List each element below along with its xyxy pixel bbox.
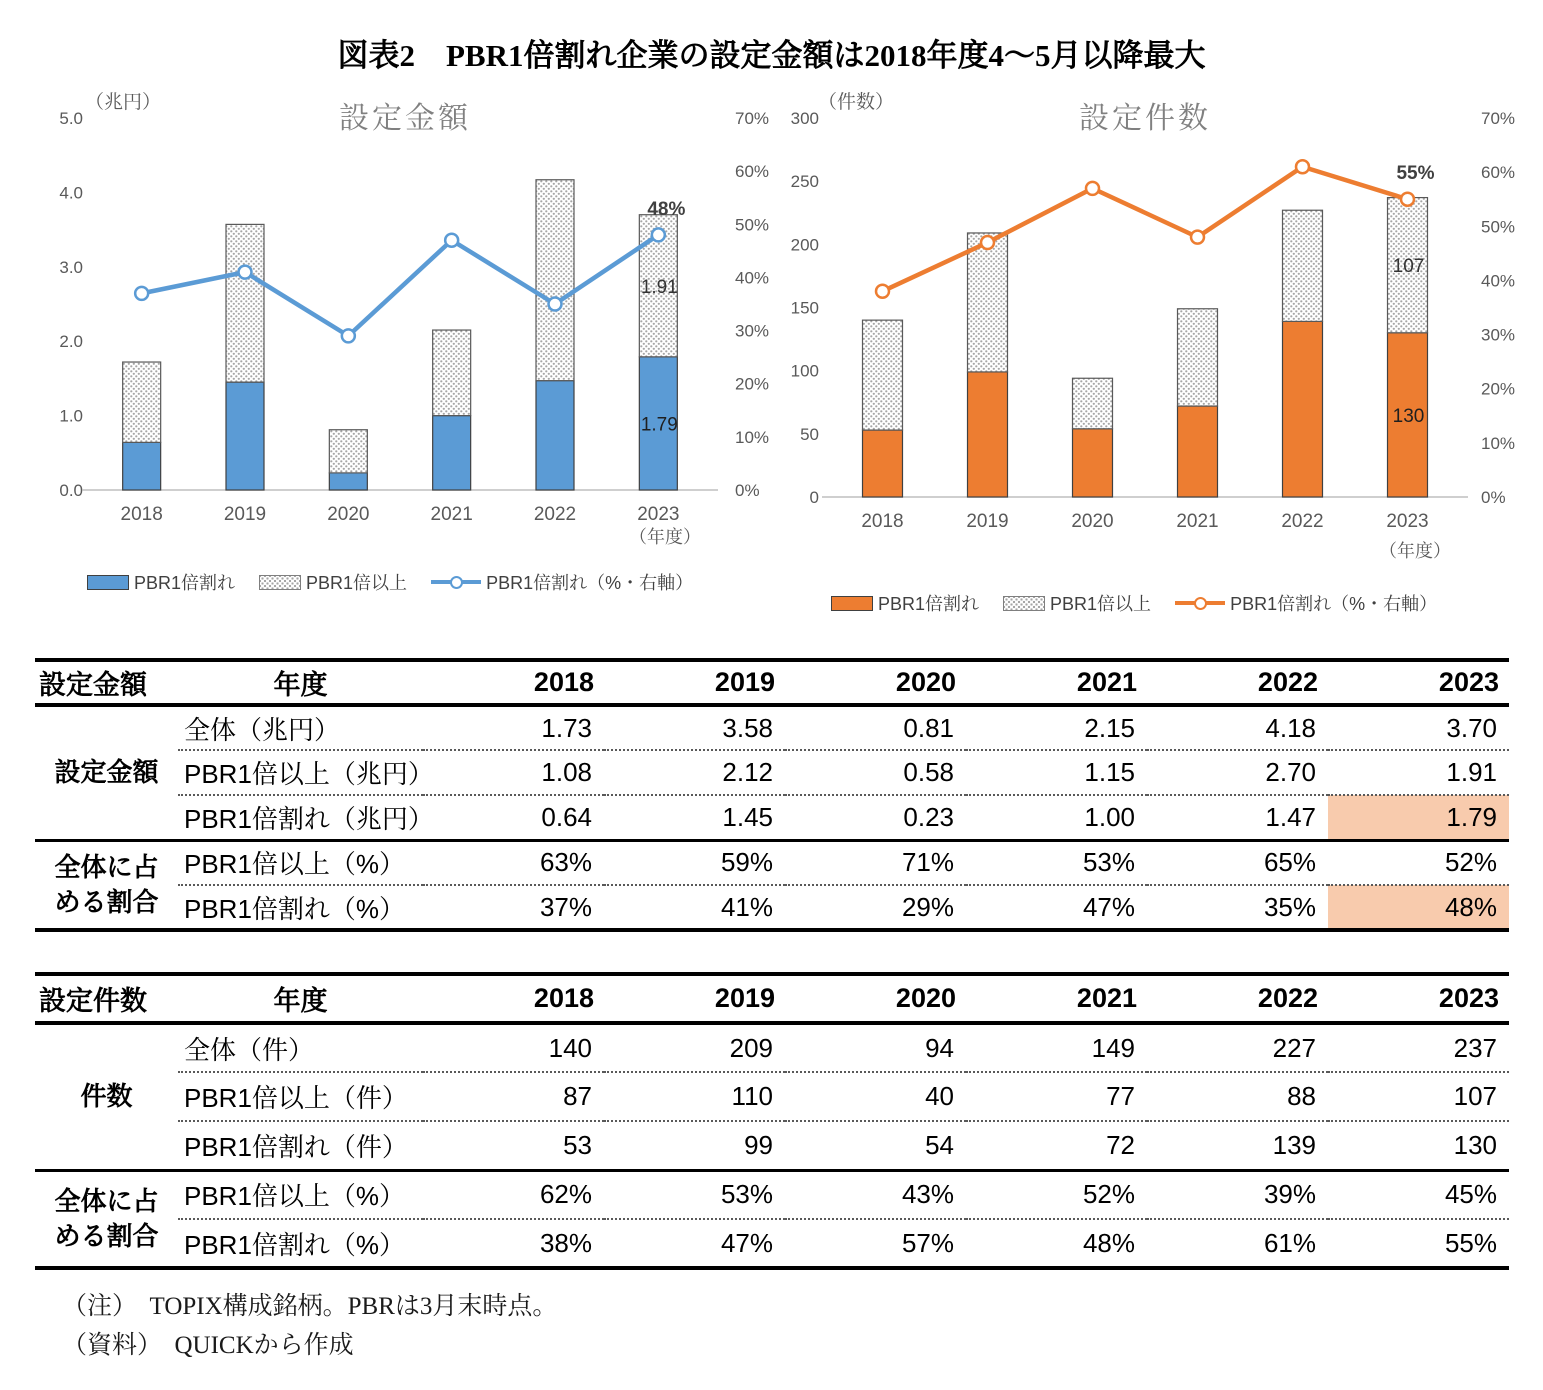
- right-axis-tick: 60%: [1481, 163, 1516, 183]
- count-table: [35, 972, 1509, 1270]
- left-axis-tick: 100: [790, 361, 819, 381]
- amount-legend: [87, 569, 693, 595]
- value-cell: 227: [1147, 1023, 1328, 1072]
- chart-count-title: 設定件数: [1079, 102, 1211, 135]
- line-marker: [342, 329, 355, 342]
- left-axis-tick: 1.0: [59, 406, 83, 426]
- right-axis-tick: 20%: [1481, 379, 1516, 399]
- legend-pattern-swatch-icon: [1003, 596, 1045, 611]
- value-cell: 77: [966, 1072, 1147, 1121]
- row-label: PBR1倍以上（兆円）: [178, 750, 423, 795]
- table-row: [35, 750, 1509, 795]
- row-label: 全体（兆円）: [178, 705, 423, 750]
- year-header: 2021: [966, 974, 1147, 1023]
- legend-marker: [450, 576, 463, 589]
- legend-item: [1003, 590, 1151, 616]
- amount-plot-svg: [35, 85, 775, 555]
- bar-segment-above-pbr1: [863, 320, 903, 430]
- value-cell: 62%: [423, 1170, 604, 1219]
- bar-segment-below-pbr1: [226, 382, 264, 490]
- value-cell: 87: [423, 1072, 604, 1121]
- row-group-label: 件数: [80, 1081, 133, 1112]
- x-tick-label: 2020: [1071, 511, 1114, 532]
- right-axis-tick: 30%: [1481, 325, 1516, 345]
- value-cell: 0.64: [541, 801, 592, 832]
- value-cell: 0.23: [903, 801, 954, 832]
- table-row: [35, 1023, 1509, 1072]
- legend-label: PBR1倍割れ（%・右軸）: [1230, 594, 1438, 614]
- row-label: PBR1倍割れ（件）: [184, 1131, 408, 1162]
- value-cell: 99: [744, 1129, 773, 1160]
- bar-segment-below-pbr1: [1283, 321, 1323, 497]
- value-cell: 1.00: [1084, 801, 1135, 832]
- table-corner-label: 設定件数: [35, 974, 178, 1023]
- line-end-label: 48%: [647, 198, 686, 220]
- row-label: 全体（件）: [178, 1023, 423, 1072]
- right-axis-tick: 10%: [735, 427, 770, 447]
- value-cell: 0.81: [785, 705, 966, 750]
- table-row: [35, 1219, 1509, 1268]
- right-axis-tick: 50%: [735, 215, 770, 235]
- left-axis-tick: 50: [800, 424, 819, 444]
- bar-segment-below-pbr1: [863, 430, 903, 497]
- value-cell: 35%: [1263, 891, 1316, 922]
- value-cell: 130: [1453, 1129, 1497, 1160]
- value-cell: 63%: [423, 840, 604, 885]
- bar-segment-above-pbr1: [1073, 378, 1113, 429]
- line-marker: [1191, 231, 1204, 244]
- left-axis-tick: 3.0: [59, 257, 83, 277]
- x-tick-label: 2022: [1281, 511, 1324, 532]
- bar-segment-above-pbr1: [1178, 309, 1218, 406]
- row-label: PBR1倍以上（%）: [178, 840, 423, 885]
- left-axis-tick: 300: [790, 109, 819, 128]
- value-cell: 48%: [1328, 885, 1509, 930]
- bar-segment-above-pbr1: [536, 180, 574, 381]
- value-cell: 107: [1328, 1072, 1509, 1121]
- note-line: （注） TOPIX構成銘柄。PBRは3月末時点。: [62, 1293, 558, 1320]
- value-cell: 1.45: [722, 801, 773, 832]
- table-row: [35, 705, 1509, 750]
- value-cell: 43%: [785, 1170, 966, 1219]
- value-cell: 2.70: [1147, 750, 1328, 795]
- right-axis-tick: 70%: [1481, 109, 1516, 128]
- x-tick-label: 2021: [1176, 511, 1219, 532]
- value-cell: 3.58: [604, 705, 785, 750]
- line-marker: [239, 266, 252, 279]
- line-end-label: 55%: [1396, 163, 1435, 185]
- percent-line: [135, 228, 665, 342]
- bar-segment-below-pbr1: [536, 381, 574, 490]
- line-marker: [981, 236, 994, 249]
- upper-segment-label: 107: [1392, 256, 1425, 278]
- table-header-row: [35, 974, 1509, 1023]
- x-tick-label: 2022: [533, 504, 577, 525]
- x-tick-label: 2020: [327, 504, 370, 525]
- x-tick-label: 2019: [223, 504, 267, 525]
- year-header: 2020: [785, 974, 966, 1023]
- x-tick-label: 2018: [861, 511, 904, 532]
- legend-item: [831, 590, 979, 616]
- legend-item: [259, 569, 407, 595]
- year-header: 2018: [423, 660, 604, 705]
- bar-segment-above-pbr1: [226, 224, 264, 382]
- value-cell: 88: [1147, 1072, 1328, 1121]
- value-cell: 52%: [1328, 840, 1509, 885]
- upper-segment-label: 1.91: [640, 276, 678, 298]
- right-axis-tick: 50%: [1481, 217, 1516, 237]
- x-tick-label: 2023: [637, 504, 680, 525]
- value-cell: 139: [1272, 1129, 1316, 1160]
- year-axis-header: 年度: [178, 974, 423, 1023]
- left-axis-tick: 5.0: [59, 109, 83, 128]
- value-cell: 55%: [1444, 1227, 1497, 1258]
- table-corner-label: 設定金額: [35, 660, 178, 705]
- count-left-axis-unit: （件数）: [818, 92, 895, 113]
- row-group-label: 設定金額: [54, 757, 159, 788]
- count-x-axis-note: （年度）: [1379, 541, 1451, 561]
- bar-segment-below-pbr1: [968, 372, 1008, 497]
- value-cell: 40: [785, 1072, 966, 1121]
- chart-amount: [35, 85, 775, 630]
- value-cell: 45%: [1328, 1170, 1509, 1219]
- value-cell: 71%: [785, 840, 966, 885]
- right-axis-tick: 60%: [735, 162, 770, 182]
- legend-item: [1175, 590, 1437, 616]
- value-cell: 37%: [539, 891, 592, 922]
- value-cell: 1.08: [423, 750, 604, 795]
- bar-segment-below-pbr1: [1178, 406, 1218, 497]
- value-cell: 29%: [901, 891, 954, 922]
- right-axis-tick: 20%: [735, 374, 770, 394]
- legend-line-swatch-icon: [1175, 594, 1225, 612]
- table-row: [35, 885, 1509, 930]
- year-header: 2023: [1328, 660, 1509, 705]
- value-cell: 53%: [604, 1170, 785, 1219]
- legend-label: PBR1倍割れ: [878, 594, 980, 614]
- year-header: 2022: [1147, 974, 1328, 1023]
- table-header-row: [35, 660, 1509, 705]
- legend-label: PBR1倍割れ（%・右軸）: [486, 573, 694, 593]
- x-tick-label: 2023: [1386, 511, 1429, 532]
- value-cell: 53: [563, 1129, 592, 1160]
- value-cell: 110: [604, 1072, 785, 1121]
- lower-segment-label: 1.79: [640, 414, 678, 436]
- legend-label: PBR1倍割れ: [134, 573, 236, 593]
- row-group-label: 全体に占める割合: [35, 840, 178, 930]
- right-axis-tick: 30%: [735, 321, 770, 341]
- value-cell: 54: [925, 1129, 954, 1160]
- value-cell: 237: [1328, 1023, 1509, 1072]
- lower-segment-label: 130: [1392, 405, 1425, 427]
- value-cell: 47%: [720, 1227, 773, 1258]
- bar-segment-above-pbr1: [123, 362, 161, 442]
- legend-pattern-swatch-icon: [259, 575, 301, 590]
- value-cell: 39%: [1147, 1170, 1328, 1219]
- bar-segment-above-pbr1: [329, 430, 367, 473]
- value-cell: 1.79: [1328, 795, 1509, 840]
- value-cell: 3.70: [1328, 705, 1509, 750]
- left-axis-tick: 250: [790, 172, 819, 192]
- right-axis-tick: 0%: [1481, 488, 1506, 507]
- row-label: PBR1倍割れ（%）: [184, 1229, 406, 1260]
- value-cell: 52%: [966, 1170, 1147, 1219]
- value-cell: 41%: [720, 891, 773, 922]
- table-row: [35, 1170, 1509, 1219]
- year-header: 2020: [785, 660, 966, 705]
- left-axis-tick: 4.0: [59, 183, 83, 203]
- value-cell: 48%: [1082, 1227, 1135, 1258]
- row-label: PBR1倍以上（%）: [178, 1170, 423, 1219]
- value-cell: 209: [604, 1023, 785, 1072]
- row-label: PBR1倍割れ（%）: [184, 893, 406, 924]
- value-cell: 94: [785, 1023, 966, 1072]
- legend-item: [87, 569, 235, 595]
- line-marker: [876, 285, 889, 298]
- left-axis-tick: 0: [809, 488, 819, 507]
- chart-count: [775, 85, 1543, 630]
- value-cell: 140: [423, 1023, 604, 1072]
- value-cell: 1.73: [423, 705, 604, 750]
- year-header: 2021: [966, 660, 1147, 705]
- right-axis-tick: 40%: [735, 268, 770, 288]
- value-cell: 61%: [1263, 1227, 1316, 1258]
- figure-title: 図表2 PBR1倍割れ企業の設定金額は2018年度4～5月以降最大: [337, 38, 1206, 73]
- value-cell: 59%: [604, 840, 785, 885]
- left-axis-tick: 150: [790, 298, 819, 318]
- value-cell: 72: [1106, 1129, 1135, 1160]
- value-cell: 0.58: [785, 750, 966, 795]
- year-header: 2022: [1147, 660, 1328, 705]
- right-axis-tick: 10%: [1481, 433, 1516, 453]
- left-axis-tick: 200: [790, 235, 819, 255]
- value-cell: 53%: [966, 840, 1147, 885]
- value-cell: 47%: [1082, 891, 1135, 922]
- percent-line: [876, 160, 1414, 298]
- footnotes: [62, 1288, 557, 1366]
- value-cell: 57%: [901, 1227, 954, 1258]
- bar-segment-below-pbr1: [123, 442, 161, 490]
- legend-marker: [1194, 597, 1207, 610]
- bar-segment-below-pbr1: [1073, 429, 1113, 497]
- row-label: PBR1倍以上（件）: [178, 1072, 423, 1121]
- left-axis-tick: 0.0: [59, 481, 83, 500]
- value-cell: 1.15: [966, 750, 1147, 795]
- value-cell: 2.15: [966, 705, 1147, 750]
- year-header: 2019: [604, 974, 785, 1023]
- count-plot-svg: [775, 85, 1543, 575]
- legend-label: PBR1倍以上: [1050, 594, 1152, 614]
- row-label: PBR1倍割れ（兆円）: [184, 803, 434, 834]
- bar-segment-above-pbr1: [433, 330, 471, 416]
- table-row: [35, 1072, 1509, 1121]
- year-axis-header: 年度: [178, 660, 423, 705]
- line-marker: [445, 234, 458, 247]
- line-marker: [135, 287, 148, 300]
- line-marker: [1296, 160, 1309, 173]
- legend-line-swatch-icon: [431, 573, 481, 591]
- chart-amount-title: 設定金額: [339, 102, 471, 135]
- x-tick-label: 2019: [966, 511, 1009, 532]
- bar-segment-below-pbr1: [433, 416, 471, 490]
- value-cell: 65%: [1147, 840, 1328, 885]
- legend-label: PBR1倍以上: [306, 573, 408, 593]
- line-marker: [1086, 182, 1099, 195]
- line-marker: [549, 298, 562, 311]
- bar-segment-above-pbr1: [968, 233, 1008, 372]
- year-header: 2023: [1328, 974, 1509, 1023]
- row-group-label: 全体に占める割合: [35, 1170, 178, 1268]
- amount-x-axis-note: （年度）: [629, 527, 701, 547]
- right-axis-tick: 70%: [735, 109, 770, 128]
- value-cell: 2.12: [604, 750, 785, 795]
- line-marker: [1401, 193, 1414, 206]
- bar-segment-above-pbr1: [1283, 210, 1323, 321]
- left-axis-tick: 2.0: [59, 332, 83, 352]
- bar-segment-below-pbr1: [329, 473, 367, 490]
- value-cell: 1.91: [1328, 750, 1509, 795]
- amount-left-axis-unit: （兆円）: [85, 92, 162, 113]
- value-cell: 149: [966, 1023, 1147, 1072]
- legend-bar-swatch-icon: [831, 596, 873, 611]
- table-row: [35, 795, 1509, 840]
- line-marker: [652, 228, 665, 241]
- x-tick-label: 2021: [430, 504, 473, 525]
- value-cell: 38%: [539, 1227, 592, 1258]
- right-axis-tick: 0%: [735, 481, 760, 500]
- table-row: [35, 1121, 1509, 1170]
- value-cell: 4.18: [1147, 705, 1328, 750]
- amount-table: [35, 658, 1509, 932]
- stacked-bars: [863, 198, 1428, 497]
- legend-bar-swatch-icon: [87, 575, 129, 590]
- table-row: [35, 840, 1509, 885]
- legend-item: [431, 569, 693, 595]
- year-header: 2019: [604, 660, 785, 705]
- value-cell: 1.47: [1265, 801, 1316, 832]
- right-axis-tick: 40%: [1481, 271, 1516, 291]
- stacked-bars: [123, 180, 678, 490]
- count-legend: [831, 590, 1437, 616]
- x-tick-label: 2018: [120, 504, 163, 525]
- source-line: （資料） QUICKから作成: [62, 1331, 354, 1359]
- year-header: 2018: [423, 974, 604, 1023]
